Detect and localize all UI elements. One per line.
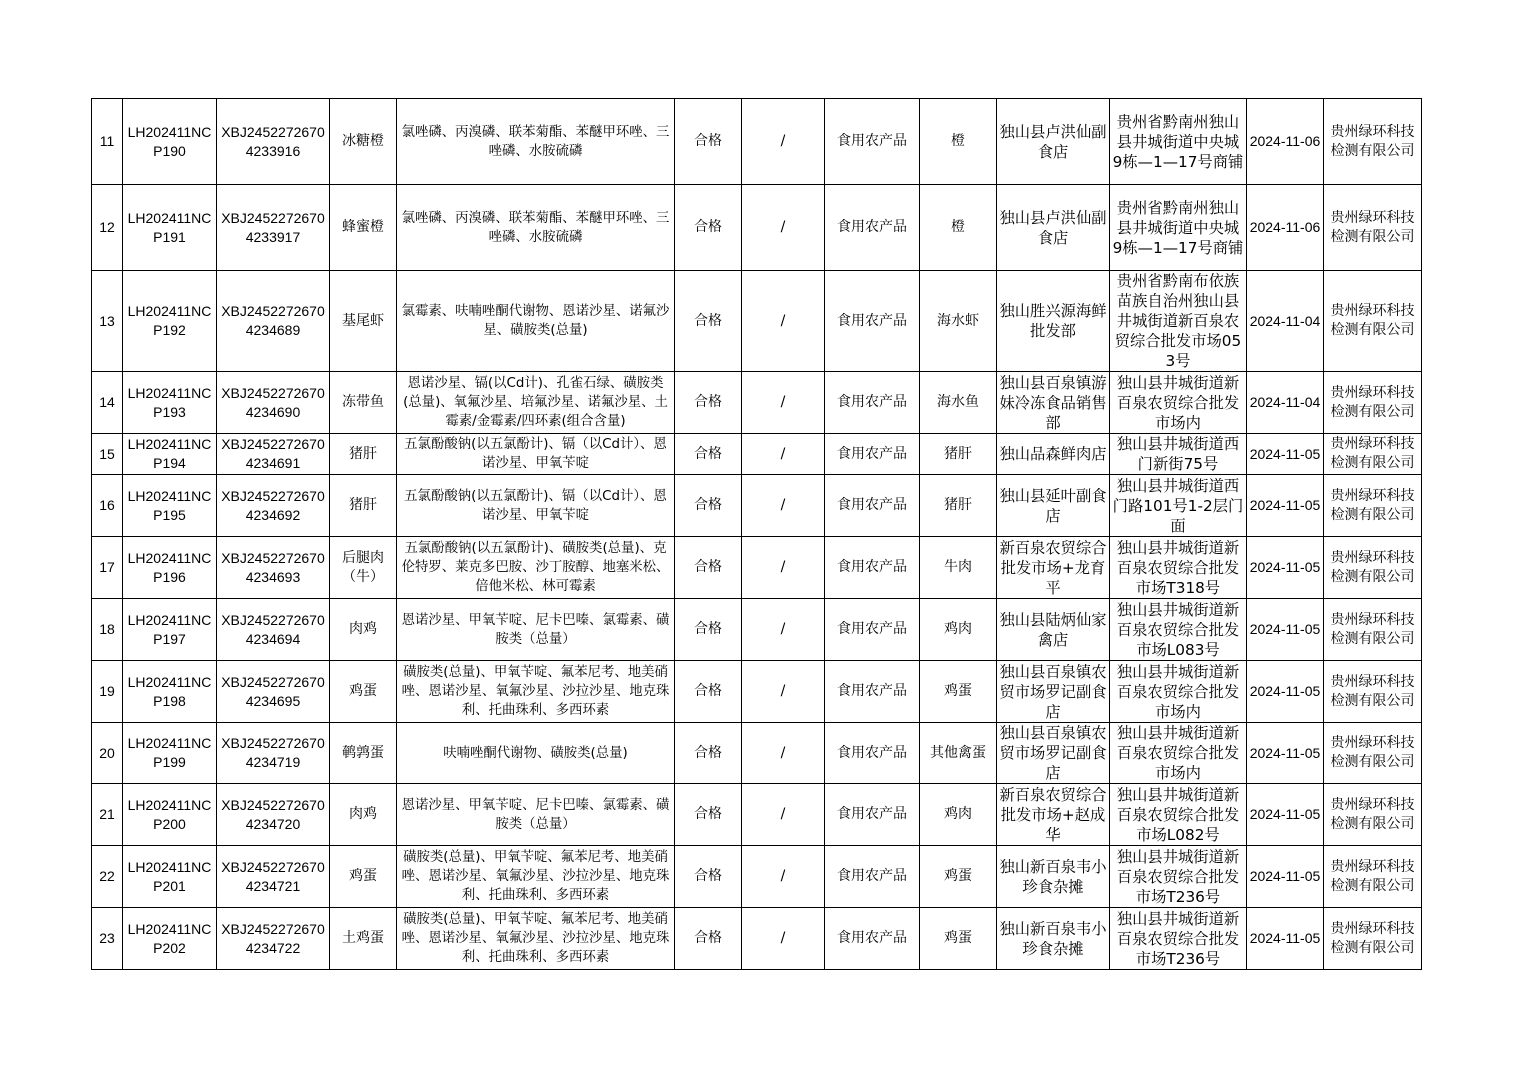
testing-lab-cell: 贵州绿环科技检测有限公司 xyxy=(1324,537,1422,599)
seller-address-cell: 独山县井城街道新百泉农贸综合批发市场T236号 xyxy=(1110,846,1247,908)
sample-name-cell: 冰糖橙 xyxy=(330,99,397,185)
seller-address-cell: 独山县井城街道新百泉农贸综合批发市场L083号 xyxy=(1110,599,1247,661)
table-row xyxy=(92,846,1422,908)
seller-address-cell: 独山县井城街道新百泉农贸综合批发市场内 xyxy=(1110,372,1247,434)
row-number: 13 xyxy=(92,271,123,372)
sampling-date-cell: 2024-11-04 xyxy=(1247,271,1324,372)
seller-name-cell: 新百泉农贸综合批发市场+赵成华 xyxy=(997,784,1110,846)
sampling-date-cell: 2024-11-05 xyxy=(1247,475,1324,537)
seller-name-cell: 独山县百泉镇农贸市场罗记副食店 xyxy=(997,723,1110,784)
table-row xyxy=(92,271,1422,372)
sample-number-cell: XBJ2452272670 4234692 xyxy=(217,475,330,537)
sample-name-cell: 基尾虾 xyxy=(330,271,397,372)
sample-name-cell: 肉鸡 xyxy=(330,784,397,846)
category-cell: 食用农产品 xyxy=(825,271,920,372)
test-items-cell: 磺胺类(总量)、甲氧苄啶、氟苯尼考、地美硝唑、恩诺沙星、氧氟沙星、沙拉沙星、地克珠利、托曲珠利、多西环素 xyxy=(397,661,675,723)
row-number: 12 xyxy=(92,185,123,271)
sampling-date-cell: 2024-11-05 xyxy=(1247,784,1324,846)
testing-lab-cell: 贵州绿环科技检测有限公司 xyxy=(1324,661,1422,723)
category-cell: 食用农产品 xyxy=(825,661,920,723)
seller-address-cell: 贵州省黔南布依族苗族自治州独山县井城街道新百泉农贸综合批发市场053号 xyxy=(1110,271,1247,372)
result-cell: 合格 xyxy=(675,271,742,372)
report-code-cell: LH202411NC P196 xyxy=(123,537,217,599)
test-items-cell: 五氯酚酸钠(以五氯酚计)、镉（以Cd计）、恩诺沙星、甲氧苄啶 xyxy=(397,434,675,475)
subcategory-cell: 鸡蛋 xyxy=(920,846,997,908)
test-items-cell: 磺胺类(总量)、甲氧苄啶、氟苯尼考、地美硝唑、恩诺沙星、氧氟沙星、沙拉沙星、地克珠利、托曲珠利、多西环素 xyxy=(397,908,675,970)
sample-name-cell: 猪肝 xyxy=(330,475,397,537)
testing-lab-cell: 贵州绿环科技检测有限公司 xyxy=(1324,434,1422,475)
subcategory-cell: 其他禽蛋 xyxy=(920,723,997,784)
result-cell: 合格 xyxy=(675,723,742,784)
test-items-cell: 磺胺类(总量)、甲氧苄啶、氟苯尼考、地美硝唑、恩诺沙星、氧氟沙星、沙拉沙星、地克珠利、托曲珠利、多西环素 xyxy=(397,846,675,908)
table-row xyxy=(92,723,1422,784)
sample-name-cell: 鸡蛋 xyxy=(330,846,397,908)
sample-number-cell: XBJ2452272670 4233917 xyxy=(217,185,330,271)
category-cell: 食用农产品 xyxy=(825,434,920,475)
inspection-results-table xyxy=(91,98,1422,970)
test-items-cell: 氯霉素、呋喃唑酮代谢物、恩诺沙星、诺氟沙星、磺胺类(总量) xyxy=(397,271,675,372)
row-number: 23 xyxy=(92,908,123,970)
testing-lab-cell: 贵州绿环科技检测有限公司 xyxy=(1324,846,1422,908)
subcategory-cell: 海水鱼 xyxy=(920,372,997,434)
table-row xyxy=(92,599,1422,661)
table-body xyxy=(92,99,1422,970)
seller-address-cell: 独山县井城街道新百泉农贸综合批发市场T318号 xyxy=(1110,537,1247,599)
test-items-cell: 呋喃唑酮代谢物、磺胺类(总量) xyxy=(397,723,675,784)
table-row xyxy=(92,185,1422,271)
report-code-cell: LH202411NC P190 xyxy=(123,99,217,185)
sampling-date-cell: 2024-11-05 xyxy=(1247,537,1324,599)
row-number: 20 xyxy=(92,723,123,784)
subcategory-cell: 牛肉 xyxy=(920,537,997,599)
result-cell: 合格 xyxy=(675,784,742,846)
sample-number-cell: XBJ2452272670 4234693 xyxy=(217,537,330,599)
result-cell: 合格 xyxy=(675,475,742,537)
result-cell: 合格 xyxy=(675,661,742,723)
row-number: 21 xyxy=(92,784,123,846)
test-items-cell: 恩诺沙星、甲氧苄啶、尼卡巴嗪、氯霉素、磺胺类（总量） xyxy=(397,599,675,661)
sample-name-cell: 猪肝 xyxy=(330,434,397,475)
testing-lab-cell: 贵州绿环科技检测有限公司 xyxy=(1324,908,1422,970)
sample-number-cell: XBJ2452272670 4233916 xyxy=(217,99,330,185)
subcategory-cell: 猪肝 xyxy=(920,434,997,475)
category-cell: 食用农产品 xyxy=(825,784,920,846)
result-cell: 合格 xyxy=(675,599,742,661)
remark-cell: / xyxy=(742,434,825,475)
table-row xyxy=(92,99,1422,185)
row-number: 15 xyxy=(92,434,123,475)
remark-cell: / xyxy=(742,372,825,434)
sample-name-cell: 蜂蜜橙 xyxy=(330,185,397,271)
testing-lab-cell: 贵州绿环科技检测有限公司 xyxy=(1324,271,1422,372)
report-code-cell: LH202411NC P192 xyxy=(123,271,217,372)
subcategory-cell: 鸡蛋 xyxy=(920,908,997,970)
sample-number-cell: XBJ2452272670 4234695 xyxy=(217,661,330,723)
seller-name-cell: 独山县卢洪仙副食店 xyxy=(997,185,1110,271)
row-number: 18 xyxy=(92,599,123,661)
remark-cell: / xyxy=(742,661,825,723)
sample-name-cell: 土鸡蛋 xyxy=(330,908,397,970)
report-code-cell: LH202411NC P199 xyxy=(123,723,217,784)
result-cell: 合格 xyxy=(675,99,742,185)
remark-cell: / xyxy=(742,271,825,372)
seller-address-cell: 贵州省黔南州独山县井城街道中央城9栋—1—17号商铺 xyxy=(1110,99,1247,185)
seller-address-cell: 独山县井城街道新百泉农贸综合批发市场内 xyxy=(1110,723,1247,784)
result-cell: 合格 xyxy=(675,537,742,599)
sampling-date-cell: 2024-11-05 xyxy=(1247,723,1324,784)
table-row xyxy=(92,537,1422,599)
test-items-cell: 氯唑磷、丙溴磷、联苯菊酯、苯醚甲环唑、三唑磷、水胺硫磷 xyxy=(397,185,675,271)
seller-name-cell: 独山县延叶副食店 xyxy=(997,475,1110,537)
row-number: 14 xyxy=(92,372,123,434)
result-cell: 合格 xyxy=(675,908,742,970)
row-number: 11 xyxy=(92,99,123,185)
test-items-cell: 恩诺沙星、甲氧苄啶、尼卡巴嗪、氯霉素、磺胺类（总量） xyxy=(397,784,675,846)
result-cell: 合格 xyxy=(675,185,742,271)
testing-lab-cell: 贵州绿环科技检测有限公司 xyxy=(1324,723,1422,784)
category-cell: 食用农产品 xyxy=(825,372,920,434)
sample-name-cell: 鸡蛋 xyxy=(330,661,397,723)
sampling-date-cell: 2024-11-05 xyxy=(1247,661,1324,723)
sample-number-cell: XBJ2452272670 4234722 xyxy=(217,908,330,970)
sample-name-cell: 鹌鹑蛋 xyxy=(330,723,397,784)
category-cell: 食用农产品 xyxy=(825,99,920,185)
seller-name-cell: 独山县陆炳仙家禽店 xyxy=(997,599,1110,661)
sampling-date-cell: 2024-11-05 xyxy=(1247,908,1324,970)
seller-address-cell: 独山县井城街道西门路101号1-2层门面 xyxy=(1110,475,1247,537)
testing-lab-cell: 贵州绿环科技检测有限公司 xyxy=(1324,185,1422,271)
remark-cell: / xyxy=(742,908,825,970)
table-row xyxy=(92,908,1422,970)
subcategory-cell: 鸡肉 xyxy=(920,599,997,661)
table-row xyxy=(92,784,1422,846)
remark-cell: / xyxy=(742,723,825,784)
seller-name-cell: 独山县百泉镇游妹冷冻食品销售部 xyxy=(997,372,1110,434)
seller-address-cell: 独山县井城街道西门新街75号 xyxy=(1110,434,1247,475)
remark-cell: / xyxy=(742,599,825,661)
remark-cell: / xyxy=(742,784,825,846)
report-code-cell: LH202411NC P198 xyxy=(123,661,217,723)
report-code-cell: LH202411NC P197 xyxy=(123,599,217,661)
sampling-date-cell: 2024-11-06 xyxy=(1247,99,1324,185)
sampling-date-cell: 2024-11-05 xyxy=(1247,846,1324,908)
report-code-cell: LH202411NC P195 xyxy=(123,475,217,537)
subcategory-cell: 橙 xyxy=(920,99,997,185)
row-number: 17 xyxy=(92,537,123,599)
sample-number-cell: XBJ2452272670 4234689 xyxy=(217,271,330,372)
seller-address-cell: 独山县井城街道新百泉农贸综合批发市场内 xyxy=(1110,661,1247,723)
sample-number-cell: XBJ2452272670 4234690 xyxy=(217,372,330,434)
sample-number-cell: XBJ2452272670 4234719 xyxy=(217,723,330,784)
result-cell: 合格 xyxy=(675,434,742,475)
seller-name-cell: 独山胜兴源海鲜批发部 xyxy=(997,271,1110,372)
seller-name-cell: 新百泉农贸综合批发市场+龙育平 xyxy=(997,537,1110,599)
row-number: 19 xyxy=(92,661,123,723)
testing-lab-cell: 贵州绿环科技检测有限公司 xyxy=(1324,372,1422,434)
seller-name-cell: 独山县卢洪仙副食店 xyxy=(997,99,1110,185)
seller-address-cell: 独山县井城街道新百泉农贸综合批发市场T236号 xyxy=(1110,908,1247,970)
report-code-cell: LH202411NC P194 xyxy=(123,434,217,475)
testing-lab-cell: 贵州绿环科技检测有限公司 xyxy=(1324,475,1422,537)
category-cell: 食用农产品 xyxy=(825,599,920,661)
subcategory-cell: 猪肝 xyxy=(920,475,997,537)
testing-lab-cell: 贵州绿环科技检测有限公司 xyxy=(1324,99,1422,185)
report-code-cell: LH202411NC P200 xyxy=(123,784,217,846)
sampling-date-cell: 2024-11-06 xyxy=(1247,185,1324,271)
category-cell: 食用农产品 xyxy=(825,537,920,599)
sampling-date-cell: 2024-11-05 xyxy=(1247,599,1324,661)
category-cell: 食用农产品 xyxy=(825,475,920,537)
testing-lab-cell: 贵州绿环科技检测有限公司 xyxy=(1324,784,1422,846)
subcategory-cell: 橙 xyxy=(920,185,997,271)
subcategory-cell: 鸡蛋 xyxy=(920,661,997,723)
table-row xyxy=(92,372,1422,434)
test-items-cell: 恩诺沙星、镉(以Cd计)、孔雀石绿、磺胺类(总量)、氧氟沙星、培氟沙星、诺氟沙星、土霉素/金霉素/四环素(组合含量) xyxy=(397,372,675,434)
seller-address-cell: 独山县井城街道新百泉农贸综合批发市场L082号 xyxy=(1110,784,1247,846)
sampling-date-cell: 2024-11-05 xyxy=(1247,434,1324,475)
remark-cell: / xyxy=(742,537,825,599)
report-code-cell: LH202411NC P191 xyxy=(123,185,217,271)
category-cell: 食用农产品 xyxy=(825,846,920,908)
sample-number-cell: XBJ2452272670 4234691 xyxy=(217,434,330,475)
seller-name-cell: 独山新百泉韦小珍食杂摊 xyxy=(997,846,1110,908)
remark-cell: / xyxy=(742,475,825,537)
sample-number-cell: XBJ2452272670 4234694 xyxy=(217,599,330,661)
sample-number-cell: XBJ2452272670 4234721 xyxy=(217,846,330,908)
result-cell: 合格 xyxy=(675,846,742,908)
remark-cell: / xyxy=(742,846,825,908)
row-number: 16 xyxy=(92,475,123,537)
table-row xyxy=(92,661,1422,723)
category-cell: 食用农产品 xyxy=(825,185,920,271)
seller-address-cell: 贵州省黔南州独山县井城街道中央城9栋—1—17号商铺 xyxy=(1110,185,1247,271)
test-items-cell: 氯唑磷、丙溴磷、联苯菊酯、苯醚甲环唑、三唑磷、水胺硫磷 xyxy=(397,99,675,185)
seller-name-cell: 独山县百泉镇农贸市场罗记副食店 xyxy=(997,661,1110,723)
test-items-cell: 五氯酚酸钠(以五氯酚计)、磺胺类(总量)、克伦特罗、莱克多巴胺、沙丁胺醇、地塞米松、倍他米松、林可霉素 xyxy=(397,537,675,599)
sample-number-cell: XBJ2452272670 4234720 xyxy=(217,784,330,846)
seller-name-cell: 独山新百泉韦小珍食杂摊 xyxy=(997,908,1110,970)
report-code-cell: LH202411NC P201 xyxy=(123,846,217,908)
table-row xyxy=(92,434,1422,475)
test-items-cell: 五氯酚酸钠(以五氯酚计)、镉（以Cd计）、恩诺沙星、甲氧苄啶 xyxy=(397,475,675,537)
sample-name-cell: 肉鸡 xyxy=(330,599,397,661)
category-cell: 食用农产品 xyxy=(825,908,920,970)
report-code-cell: LH202411NC P202 xyxy=(123,908,217,970)
sample-name-cell: 冻带鱼 xyxy=(330,372,397,434)
sampling-date-cell: 2024-11-04 xyxy=(1247,372,1324,434)
table-row xyxy=(92,475,1422,537)
remark-cell: / xyxy=(742,99,825,185)
remark-cell: / xyxy=(742,185,825,271)
row-number: 22 xyxy=(92,846,123,908)
testing-lab-cell: 贵州绿环科技检测有限公司 xyxy=(1324,599,1422,661)
subcategory-cell: 海水虾 xyxy=(920,271,997,372)
seller-name-cell: 独山品森鲜肉店 xyxy=(997,434,1110,475)
subcategory-cell: 鸡肉 xyxy=(920,784,997,846)
sample-name-cell: 后腿肉（牛） xyxy=(330,537,397,599)
report-code-cell: LH202411NC P193 xyxy=(123,372,217,434)
category-cell: 食用农产品 xyxy=(825,723,920,784)
result-cell: 合格 xyxy=(675,372,742,434)
